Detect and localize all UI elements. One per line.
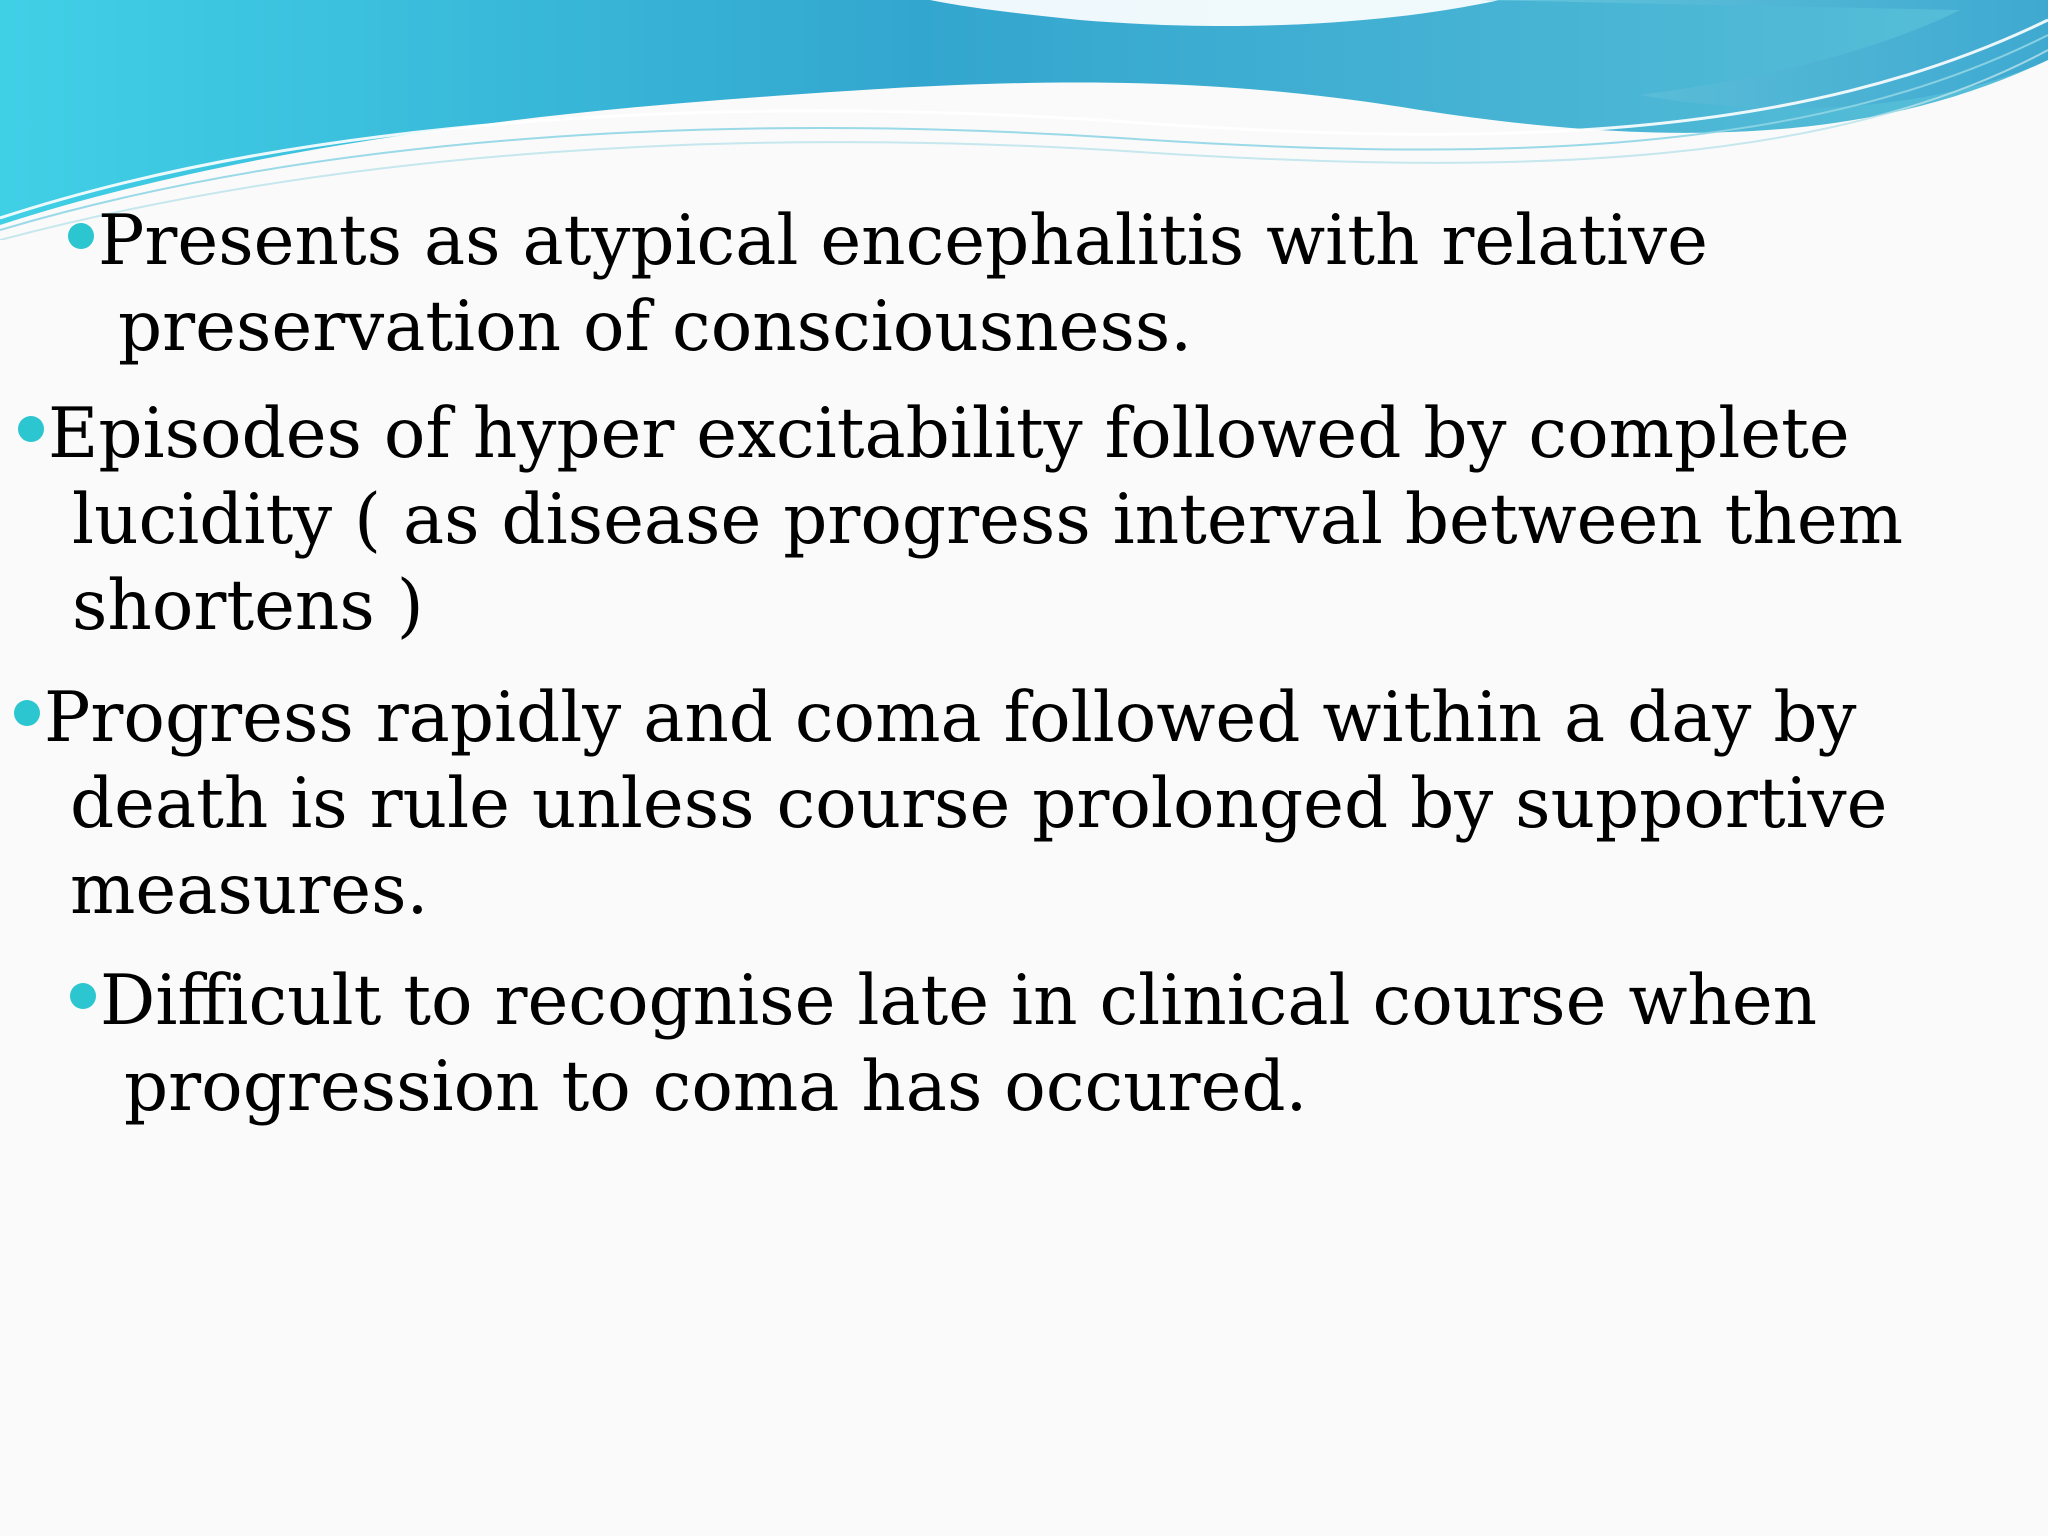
- bullet-dot-icon: [68, 223, 94, 249]
- bullet-line: [68, 198, 1708, 284]
- bullet-line: [14, 847, 1887, 933]
- bullet-line: [70, 958, 1817, 1044]
- bullet-line: [18, 391, 1903, 477]
- bullet-text: Progress rapidly and coma followed within a day by: [44, 678, 1857, 758]
- bullet-line: [14, 675, 1887, 761]
- bullet-text: Episodes of hyper excitability followed by complete: [48, 394, 1850, 474]
- bullet-item-2: [18, 391, 1903, 649]
- bullet-item-4: [70, 958, 1817, 1130]
- bullet-line: [68, 284, 1708, 370]
- bullet-text: death is rule unless course prolonged by supportive: [70, 764, 1888, 844]
- bullet-item-3: [14, 675, 1887, 933]
- bullet-text: measures.: [70, 850, 429, 930]
- bullet-line: [70, 1044, 1817, 1130]
- bullet-text: Presents as atypical encephalitis with relative: [98, 201, 1708, 281]
- bullet-line: [18, 477, 1903, 563]
- bullet-text: preservation of consciousness.: [118, 287, 1193, 367]
- bullet-dot-icon: [14, 700, 40, 726]
- bullet-line: [14, 761, 1887, 847]
- bullet-dot-icon: [70, 983, 96, 1009]
- bullet-dot-icon: [18, 416, 44, 442]
- bullet-text: Difficult to recognise late in clinical course when: [100, 961, 1818, 1041]
- bullet-text: progression to coma has occured.: [124, 1047, 1308, 1127]
- bullet-text: lucidity ( as disease progress interval between them: [72, 480, 1904, 560]
- bullet-item-1: [68, 198, 1708, 370]
- bullet-line: [18, 563, 1903, 649]
- bullet-text: shortens ): [72, 566, 424, 646]
